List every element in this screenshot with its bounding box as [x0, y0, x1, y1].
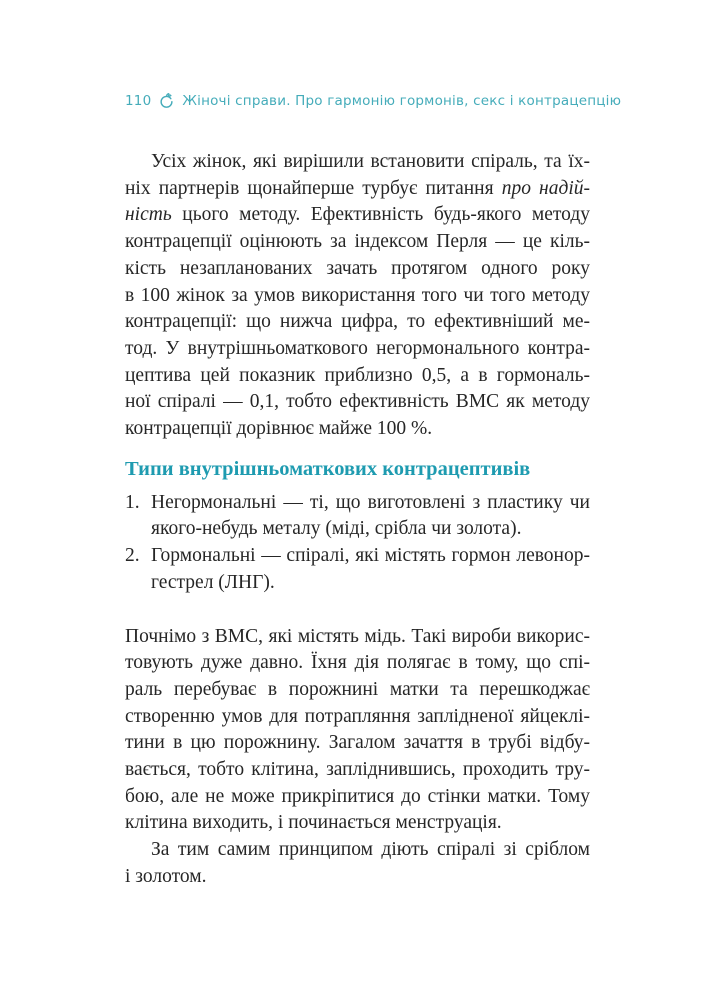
text-line: раль перебуває в порожнині матки та перешкоджає	[125, 678, 590, 700]
text-line: вається, тобто клітина, запліднившись, проходить тру-	[125, 759, 590, 781]
text-line: тод. У внутрішньоматкового негормонального контра-	[125, 337, 590, 359]
italic-text-segment: ність	[125, 204, 172, 226]
text-line: тини в цю порожнину. Загалом зачаття в трубі відбу-	[125, 732, 590, 754]
italic-text-segment: про надій-	[501, 177, 590, 199]
apple-doodle-icon	[158, 92, 175, 109]
paragraph-pearl-index	[125, 149, 590, 443]
paragraph-copper-iud	[125, 624, 590, 838]
list-item-body	[151, 490, 590, 543]
list-item-nonhormonal	[125, 490, 590, 543]
text-line: контрацепції дорівнює майже 100 %.	[125, 418, 433, 440]
running-head-title: Жіночі справи. Про гармонію гормонів, секс і контрацепцію	[182, 92, 622, 109]
text-line: Почнімо з ВМС, які містять мідь. Такі вироби викорис-	[125, 625, 590, 647]
text-line	[125, 176, 590, 203]
text-line: кість незапланованих зачать протягом одного року	[125, 257, 590, 279]
list-item-hormonal	[125, 543, 590, 596]
text-line: контрацепції оцінюють за індексом Перля — це кіль-	[125, 231, 590, 253]
iud-types-list	[125, 490, 590, 597]
text-line: створенню умов для потрапляння заплідненої яйцеклі-	[125, 705, 590, 727]
text-line: в 100 жінок за умов використання того чи того методу	[125, 284, 590, 306]
paragraph-silver-gold	[125, 837, 590, 890]
text-line: Негормональні — ті, що виготовлені з пластику чи	[151, 491, 590, 513]
text-segment: ніх партнерів щонайперше турбує питання	[125, 177, 502, 199]
text-line: гестрел (ЛНГ).	[151, 571, 275, 593]
text-line: і золотом.	[125, 865, 207, 887]
text-line: якого-небудь металу (міді, срібла чи золота).	[151, 518, 522, 540]
text-segment: цього методу. Ефективність будь-якого методу	[171, 204, 590, 226]
list-item-body	[151, 543, 590, 596]
text-line: За тим самим принципом діють спіралі зі сріблом	[151, 839, 590, 861]
section-heading: Типи внутрішньоматкових контрацептивів	[125, 457, 531, 480]
text-line: клітина виходить, і починається менструація.	[125, 812, 502, 834]
text-line	[125, 202, 590, 229]
text-line: бою, але не може прикріпитися до стінки матки. Тому	[125, 785, 590, 807]
text-line: контрацепції: що нижча цифра, то ефективніший ме-	[125, 311, 590, 333]
list-item-number: 2.	[125, 545, 140, 567]
text-line: Усіх жінок, які вирішили встановити спіраль, та їх-	[151, 151, 590, 172]
page-body	[125, 149, 590, 891]
list-item-number: 1.	[125, 491, 140, 513]
text-line: цептива цей показник приблизно 0,5, а в гормональ-	[125, 364, 590, 386]
page-number: 110	[125, 92, 152, 109]
running-head	[125, 92, 621, 109]
text-line: товують дуже давно. Їхня дія полягає в тому, що спі-	[125, 652, 590, 674]
text-line: Гормональні — спіралі, які містять гормон левонор-	[151, 545, 590, 567]
text-line: ної спіралі — 0,1, тобто ефективність ВМС як методу	[125, 391, 590, 413]
